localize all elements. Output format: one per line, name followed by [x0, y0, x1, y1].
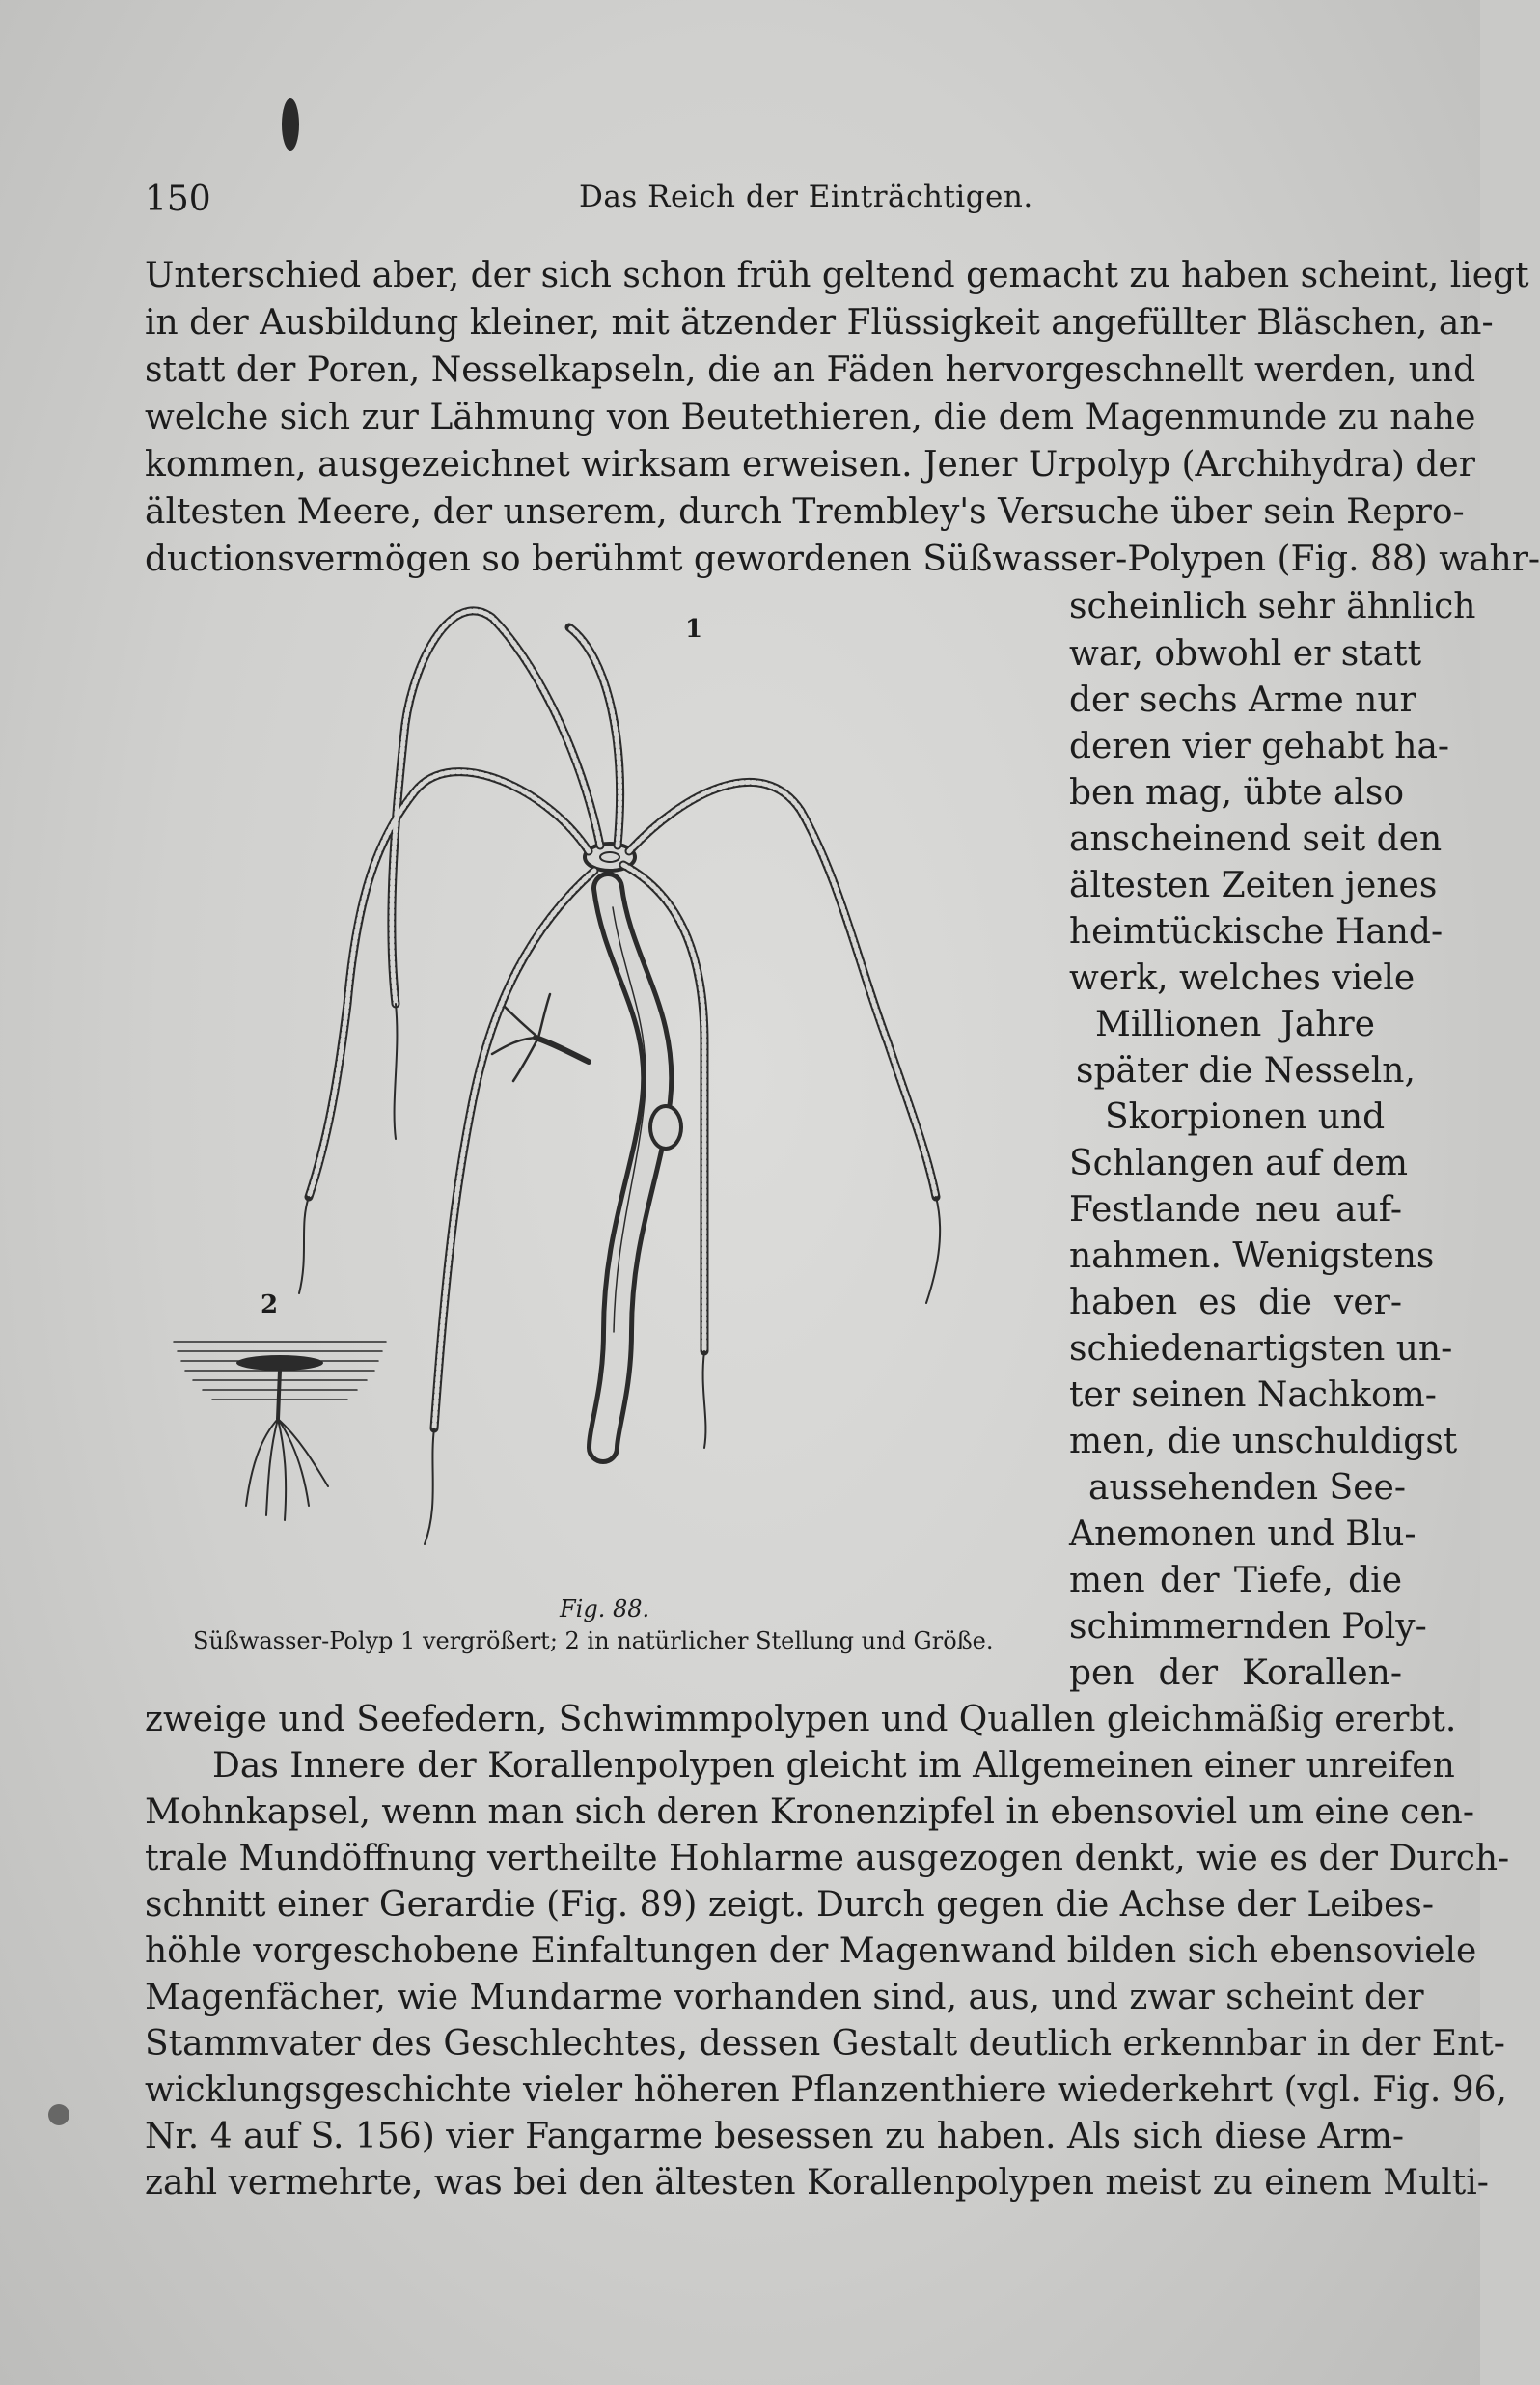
text-line: Schlangen auf dem [1069, 1144, 1409, 1183]
text-line: höhle vorgeschobene Einfaltungen der Magenwand bilden sich ebensoviele [145, 1931, 1477, 1971]
running-title: Das Reich der Einträchtigen. [579, 180, 1033, 214]
text-line: zahl vermehrte, was bei den ältesten Korallenpolypen meist zu einem Multi- [145, 2163, 1489, 2203]
ink-smudge [282, 98, 299, 151]
text-line: men, die unschuldigst [1069, 1422, 1458, 1461]
text-line: Das Innere der Korallenpolypen gleicht im Allgemeinen einer unreifen [212, 1746, 1455, 1786]
text-line: ältesten Meere, der unserem, durch Trembley's Versuche über sein Repro- [145, 492, 1465, 532]
text-line: Stammvater des Geschlechtes, dessen Gestalt deutlich erkennbar in der Ent- [145, 2024, 1505, 2064]
text-line: Festlande neu auf- [1069, 1190, 1402, 1230]
figure-label-1: 1 [685, 615, 703, 644]
text-line: pen der Korallen- [1069, 1653, 1402, 1693]
text-line: war, obwohl er statt [1069, 634, 1422, 674]
text-line: scheinlich sehr ähnlich [1069, 587, 1476, 626]
text-line: wicklungsgeschichte vieler höheren Pflanzenthiere wiederkehrt (vgl. Fig. 96, [145, 2070, 1507, 2110]
text-line: schiedenartigsten un- [1069, 1329, 1453, 1369]
text-line: men der Tiefe, die [1069, 1561, 1402, 1600]
text-line: aussehenden See- [1088, 1468, 1406, 1508]
text-line: der sechs Arme nur [1069, 680, 1416, 720]
text-line: heimtückische Hand- [1069, 912, 1444, 952]
figure-number: Fig. 88. [560, 1595, 650, 1622]
figure-caption: Süßwasser-Polyp 1 vergrößert; 2 in natürlicher Stellung und Größe. [193, 1627, 994, 1654]
text-line: nahmen. Wenigstens [1069, 1236, 1435, 1276]
text-line: zweige und Seefedern, Schwimmpolypen und Quallen gleichmäßig ererbt. [145, 1700, 1457, 1739]
text-line: ältesten Zeiten jenes [1069, 866, 1438, 905]
text-line: Nr. 4 auf S. 156) vier Fangarme besessen zu haben. Als sich diese Arm- [145, 2117, 1404, 2156]
page-number: 150 [145, 180, 211, 219]
figure-label-2: 2 [261, 1290, 279, 1319]
text-line: deren vier gehabt ha- [1069, 727, 1450, 766]
text-line: in der Ausbildung kleiner, mit ätzender Flüssigkeit angefüllter Bläschen, an- [145, 303, 1494, 343]
polyp-drawing [164, 598, 975, 1602]
text-line: ter seinen Nachkom- [1069, 1375, 1437, 1415]
text-line: Millionen Jahre [1095, 1005, 1375, 1044]
text-line: haben es die ver- [1069, 1283, 1402, 1322]
text-line: statt der Poren, Nesselkapseln, die an Fäden hervorgeschnellt werden, und [145, 350, 1476, 390]
text-line: anscheinend seit den [1069, 819, 1443, 859]
text-line: schnitt einer Gerardie (Fig. 89) zeigt. Durch gegen die Achse der Leibes- [145, 1885, 1435, 1925]
text-line: welche sich zur Lähmung von Beutethieren, die dem Magenmunde zu nahe [145, 398, 1476, 437]
text-line: Mohnkapsel, wenn man sich deren Kronenzipfel in ebensoviel um eine cen- [145, 1792, 1474, 1832]
ink-smudge [48, 2104, 69, 2125]
hydra-illustration [164, 598, 975, 1602]
text-line: ben mag, übte also [1069, 773, 1405, 813]
text-line: werk, welches viele [1069, 958, 1416, 998]
text-line: Anemonen und Blu- [1069, 1514, 1416, 1554]
text-line: kommen, ausgezeichnet wirksam erweisen. Jener Urpolyp (Archihydra) der [145, 445, 1475, 485]
text-line: Skorpionen und [1105, 1097, 1386, 1137]
text-line: später die Nesseln, [1076, 1051, 1416, 1091]
text-line: Unterschied aber, der sich schon früh geltend gemacht zu haben scheint, liegt [145, 256, 1529, 295]
text-line: trale Mundöffnung vertheilte Hohlarme ausgezogen denkt, wie es der Durch- [145, 1839, 1510, 1878]
text-line: schimmernden Poly- [1069, 1607, 1427, 1647]
text-line: Magenfächer, wie Mundarme vorhanden sind, aus, und zwar scheint der [145, 1978, 1424, 2017]
text-line: ductionsvermögen so berühmt gewordenen Süßwasser-Polypen (Fig. 88) wahr- [145, 540, 1540, 579]
